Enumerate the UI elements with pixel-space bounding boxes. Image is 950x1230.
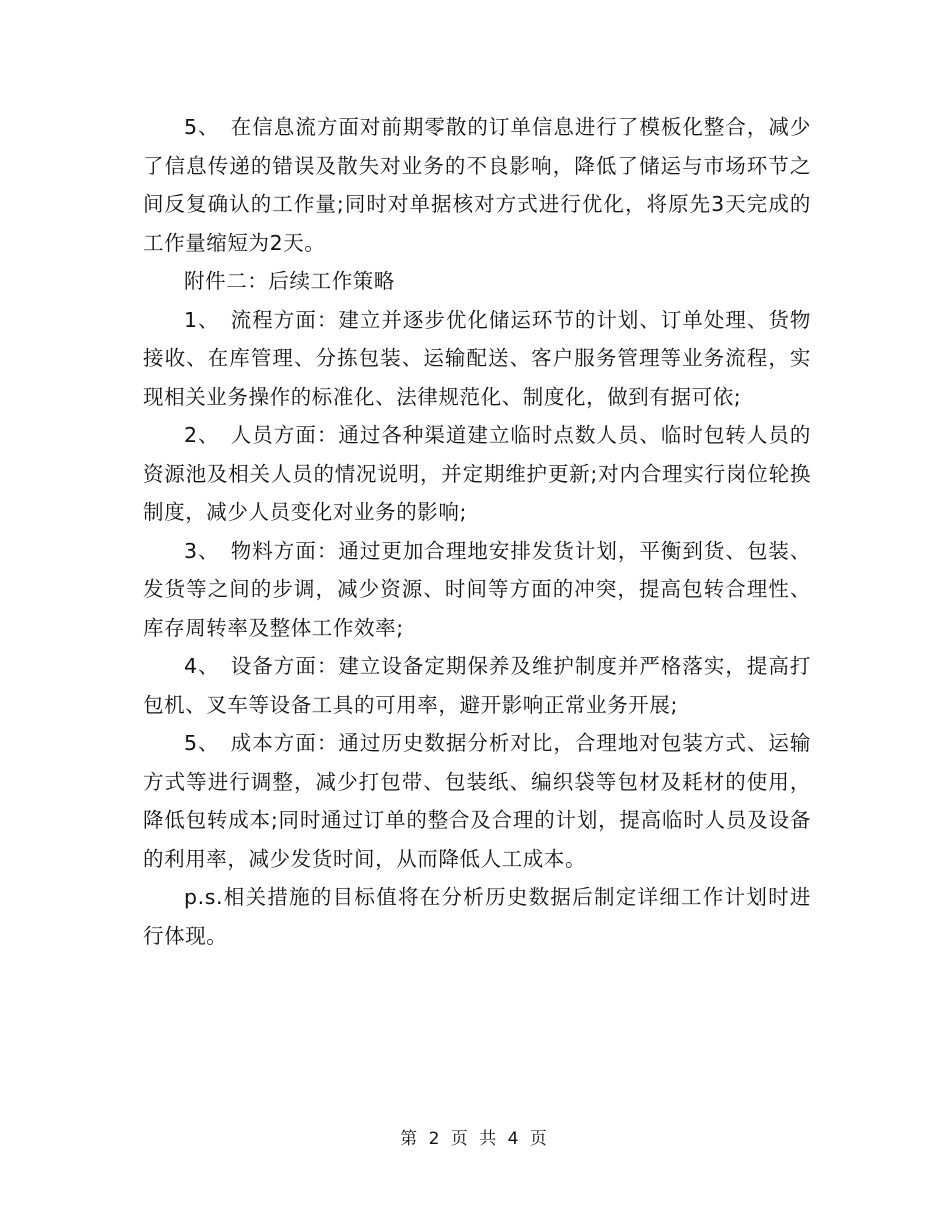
paragraph-materials: 3、 物料方面：通过更加合理地安排发货计划，平衡到货、包装、发货等之间的步调，减少资源、时间等方面的冲突，提高包转合理性、库存周转率及整体工作效率; bbox=[143, 538, 811, 640]
paragraph-process: 1、 流程方面：建立并逐步优化储运环节的计划、订单处理、货物接收、在库管理、分拣包装、运输配送、客户服务管理等业务流程，实现相关业务操作的标准化、法律规范化、制度化，做到有据可依; bbox=[143, 307, 811, 409]
document-body bbox=[143, 108, 811, 955]
paragraph-equipment: 4、 设备方面：建立设备定期保养及维护制度并严格落实，提高打包机、叉车等设备工具的可用率，避开影响正常业务开展; bbox=[143, 654, 811, 717]
paragraph-cost: 5、 成本方面：通过历史数据分析对比，合理地对包装方式、运输方式等进行调整，减少打包带、包装纸、编织袋等包材及耗材的使用，降低包转成本;同时通过订单的整合及合理的计划，提高临时人员及设备的利用率，减少发货时间，从而降低人工成本。 bbox=[143, 731, 811, 871]
paragraph-personnel: 2、 人员方面：通过各种渠道建立临时点数人员、临时包转人员的资源池及相关人员的情况说明，并定期维护更新;对内合理实行岗位轮换制度，减少人员变化对业务的影响; bbox=[143, 423, 811, 524]
section-heading-appendix-2: 附件二：后续工作策略 bbox=[184, 269, 395, 293]
paragraph-info-flow: 5、 在信息流方面对前期零散的订单信息进行了模板化整合，减少了信息传递的错误及散失对业务的不良影响，降低了储运与市场环节之间反复确认的工作量;同时对单据核对方式进行优化，将原先3天完成的工作量缩短为2天。 bbox=[143, 115, 811, 255]
page-number-footer: 第 2 页 共 4 页 bbox=[400, 1129, 550, 1149]
paragraph-ps-note: p.s.相关措施的目标值将在分析历史数据后制定详细工作计划时进行体现。 bbox=[143, 885, 811, 948]
